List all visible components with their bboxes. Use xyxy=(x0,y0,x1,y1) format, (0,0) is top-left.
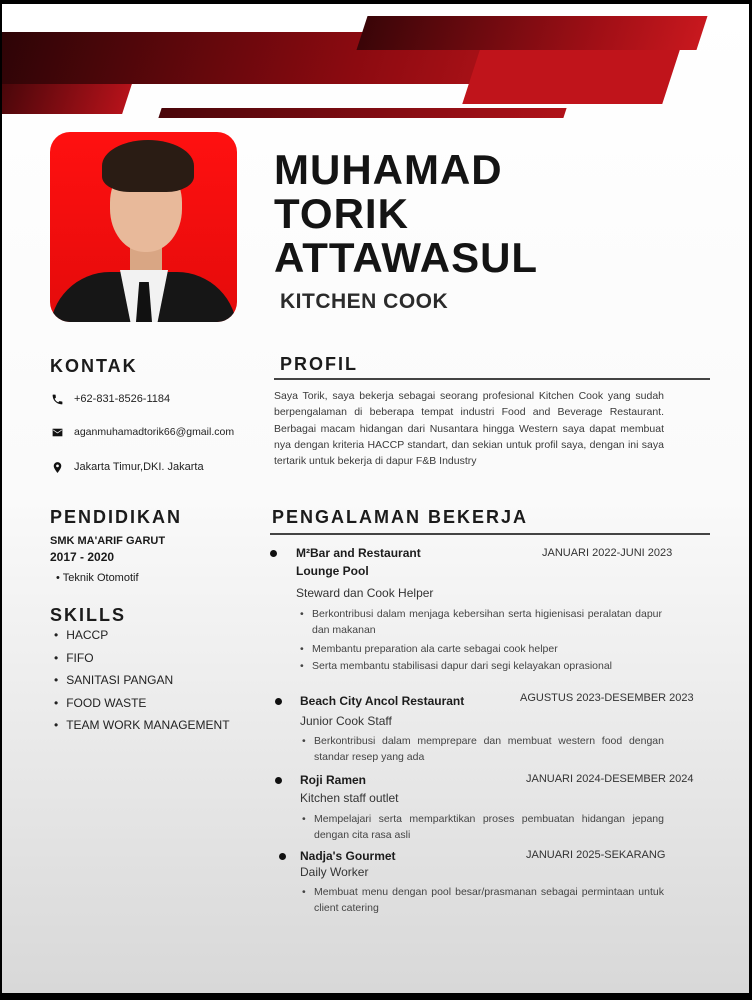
contact-phone-text: +62-831-8526-1184 xyxy=(74,393,171,405)
job-bullet xyxy=(270,550,277,557)
job-duty: • Berkontribusi dalam menjaga kebersihan serta higienisasi peralatan dapur dan makanan xyxy=(312,606,662,638)
job-company: M²Bar and Restaurant Lounge Pool xyxy=(296,546,421,578)
job-company: Roji Ramen xyxy=(300,773,367,787)
contact-location xyxy=(50,460,204,474)
job-bullet xyxy=(279,853,286,860)
edu-school: SMK MA'ARIF GARUT xyxy=(50,535,166,547)
contact-phone[interactable] xyxy=(50,392,170,406)
resume-page xyxy=(2,4,749,993)
contact-email[interactable] xyxy=(50,425,234,439)
header-stripe xyxy=(356,16,707,50)
skills-list xyxy=(54,624,230,737)
header-stripe xyxy=(2,84,132,114)
job-date: JANUARI 2022-JUNI 2023 xyxy=(542,547,673,559)
edu-years: 2017 - 2020 xyxy=(50,550,115,564)
job-role: Steward dan Cook Helper xyxy=(296,586,434,600)
job-date: JANUARI 2024-DESEMBER 2024 xyxy=(526,773,694,785)
job-company: Nadja's Gourmet xyxy=(300,849,396,863)
profil-divider xyxy=(274,378,710,380)
job-bullet xyxy=(275,698,282,705)
job-role: Kitchen staff outlet xyxy=(300,791,399,805)
pendidikan-heading: PENDIDIKAN xyxy=(50,507,183,527)
header-stripe xyxy=(158,108,566,118)
header-stripe xyxy=(462,44,681,104)
profil-heading: PROFIL xyxy=(280,354,358,374)
job-bullet xyxy=(275,777,282,784)
profil-text: Saya Torik, saya bekerja sebagai seorang profesional Kitchen Cook yang sudah berpengalaman di beberapa tempat industri Food and Beverage Restaurant. Berbagai macam hidangan dari Nusantara hingga Western saya dapat membuat nya dengan kriteria HACCP standart, dan sekian untuk profil saya, dengan ini saya tertarik untuk bekerja di dapur F&B Industry xyxy=(274,390,664,468)
job-title: KITCHEN COOK xyxy=(280,290,449,313)
skills-heading: SKILLS xyxy=(50,605,127,625)
edu-major: • Teknik Otomotif xyxy=(56,572,139,584)
profile-photo xyxy=(50,132,237,322)
skill-item: • TEAM WORK MANAGEMENT xyxy=(54,714,230,737)
skill-item: • FOOD WASTE xyxy=(54,692,230,715)
job-role: Junior Cook Staff xyxy=(300,714,392,728)
name-line: ATTAWASUL xyxy=(274,234,539,281)
job-role: Daily Worker xyxy=(300,865,369,879)
job-duty: • Membantu preparation ala carte sebagai cook helper xyxy=(312,641,662,657)
job-date: AGUSTUS 2023-DESEMBER 2023 xyxy=(520,692,694,704)
name-line: MUHAMAD xyxy=(274,146,503,193)
pengalaman-divider xyxy=(270,533,710,535)
skill-item: • HACCP xyxy=(54,624,230,647)
job-date: JANUARI 2025-SEKARANG xyxy=(526,849,666,861)
phone-icon xyxy=(50,392,64,406)
job-duty: • Berkontribusi dalam memprepare dan membuat western food dengan standar resep yang ada xyxy=(314,733,664,765)
email-icon xyxy=(50,425,64,439)
name-line: TORIK xyxy=(274,190,409,237)
job-duty: • Membuat menu dengan pool besar/prasmanan sebagai permintaan untuk client catering xyxy=(314,884,664,916)
contact-email-text: aganmuhamadtorik66@gmail.com xyxy=(74,426,235,438)
job-duty: • Mempelajari serta memparktikan proses pembuatan hidangan jepang dengan cita rasa asli xyxy=(314,811,664,843)
pengalaman-heading: PENGALAMAN BEKERJA xyxy=(272,507,529,527)
kontak-heading: KONTAK xyxy=(50,356,138,376)
skill-item: • SANITASI PANGAN xyxy=(54,669,230,692)
location-pin-icon xyxy=(50,460,64,474)
contact-location-text: Jakarta Timur,DKI. Jakarta xyxy=(74,461,204,473)
job-company: Beach City Ancol Restaurant xyxy=(300,694,465,708)
skill-item: • FIFO xyxy=(54,647,230,670)
job-duty: • Serta membantu stabilisasi dapur dari segi kelayakan oprasional xyxy=(312,658,662,674)
